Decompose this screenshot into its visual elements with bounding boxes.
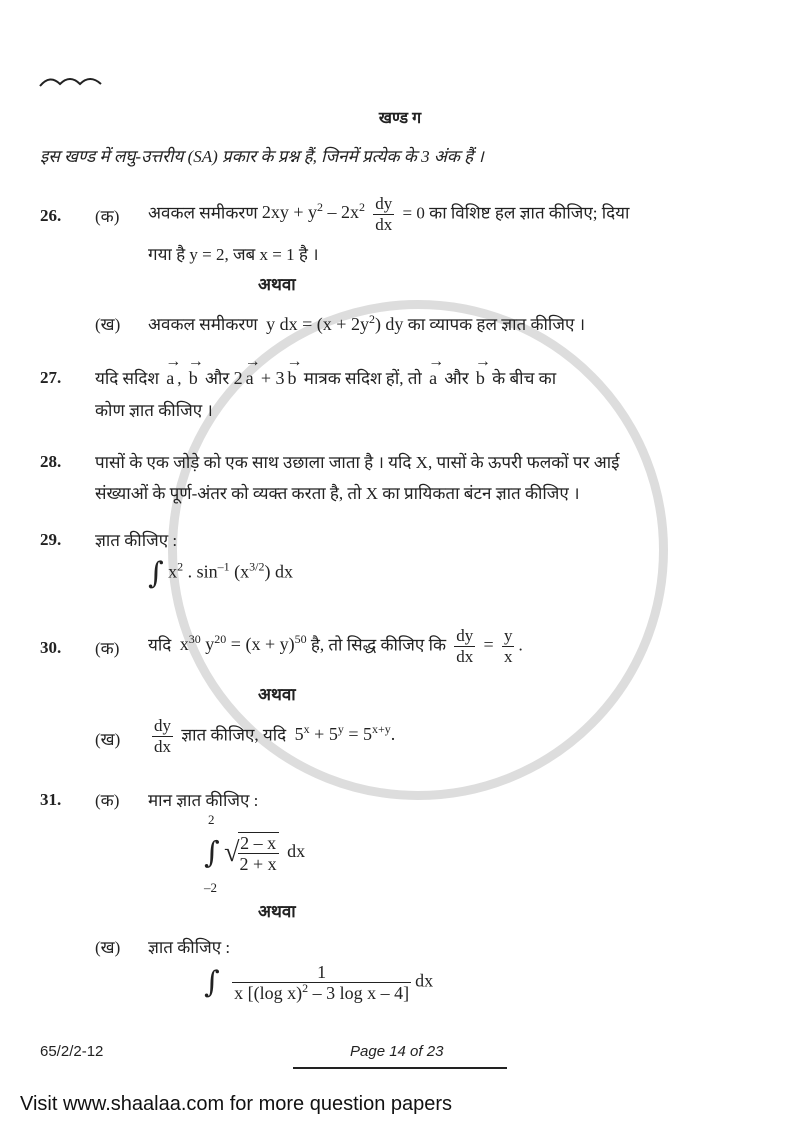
question-31b-integral: ∫ $\frac{1}{x [(\log x)^2 - 3 \log x - 4]}$ dx (204, 962, 434, 1003)
question-26a-text: अवकल समीकरण $2xy + y^2 - 2x^2$ $\frac{dy}{dx}$ = 0 का विशिष्ट हल ज्ञात कीजिए; दिया (148, 194, 630, 234)
integral-lower-limit: –2 (204, 880, 217, 895)
option-label: (ख) (95, 315, 121, 334)
question-number: 29. (40, 530, 62, 549)
paper-code: 65/2/2-12 (40, 1043, 104, 1060)
wave-decoration-icon (38, 74, 104, 90)
page-number: Page 14 of 23 (350, 1043, 444, 1060)
question-29-integral: ∫ $x^2$ . $\sin^{-1} (x^{3/2})$ dx (148, 556, 293, 591)
or-label: अथवा (258, 275, 296, 294)
text: अवकल समीकरण (148, 203, 258, 223)
question-number: 28. (40, 452, 62, 471)
question-27-text: यदि सदिश → a , → b और 2→ a + 3→ b मात्रक सदिश हों, तो → a और → b के बीच का (95, 366, 556, 389)
or-label: अथवा (258, 685, 296, 704)
visit-link-text: Visit www.shaalaa.com for more question papers (20, 1093, 453, 1115)
question-30a-text: यदि $x^{30}$ $y^{20} = (x + y)^{50}$ है, तो सिद्ध कीजिए कि $\frac{dy}{dx}$ = $\frac{y}{x}$ . (148, 626, 523, 666)
question-number: 30. (40, 638, 62, 657)
fraction: $\frac{dy}{dx}$ (375, 194, 393, 234)
footer-divider (293, 1067, 507, 1069)
question-28-line1: पासों के एक जोड़े को एक साथ उछाला जाता है । यदि X, पासों के ऊपरी फलकों पर आई (95, 453, 620, 472)
section-instructions: इस खण्ड में लघु-उत्तरीय (SA) प्रकार के प्रश्न हैं, जिनमें प्रत्येक के 3 अंक हैं । (40, 147, 484, 166)
question-number: 31. (40, 790, 62, 809)
question-29-prompt: ज्ञात कीजिए : (95, 531, 178, 550)
question-number: 26. (40, 206, 62, 225)
question-31a-integral: ∫ √ $\frac{2 - x}{2 + x}$ dx (204, 833, 306, 874)
option-label: (क) (95, 639, 120, 658)
question-26b-text: अवकल समीकरण y dx = $(x + 2y^2)$ dy का व्यापक हल ज्ञात कीजिए । (148, 312, 586, 334)
option-label: (ख) (95, 938, 121, 957)
question-28-line2: संख्याओं के पूर्ण-अंतर को व्यक्त करता है, तो X का प्रायिकता बंटन ज्ञात कीजिए । (95, 484, 580, 503)
question-26a-line2: गया है y = 2, जब x = 1 है । (148, 245, 319, 264)
question-31b-prompt: ज्ञात कीजिए : (148, 938, 231, 957)
question-31a-prompt: मान ज्ञात कीजिए : (148, 791, 259, 810)
option-label: (क) (95, 207, 120, 226)
question-27-line2: कोण ज्ञात कीजिए । (95, 401, 213, 420)
question-30b-text: $\frac{dy}{dx}$ ज्ञात कीजिए, यदि $5^x + 5^y = 5^{x+y}$. (154, 716, 396, 756)
option-label: (ख) (95, 730, 121, 749)
section-title: खण्ड ग (378, 110, 422, 127)
question-number: 27. (40, 368, 62, 387)
option-label: (क) (95, 791, 120, 810)
integral-upper-limit: 2 (208, 812, 215, 827)
or-label: अथवा (258, 902, 296, 921)
